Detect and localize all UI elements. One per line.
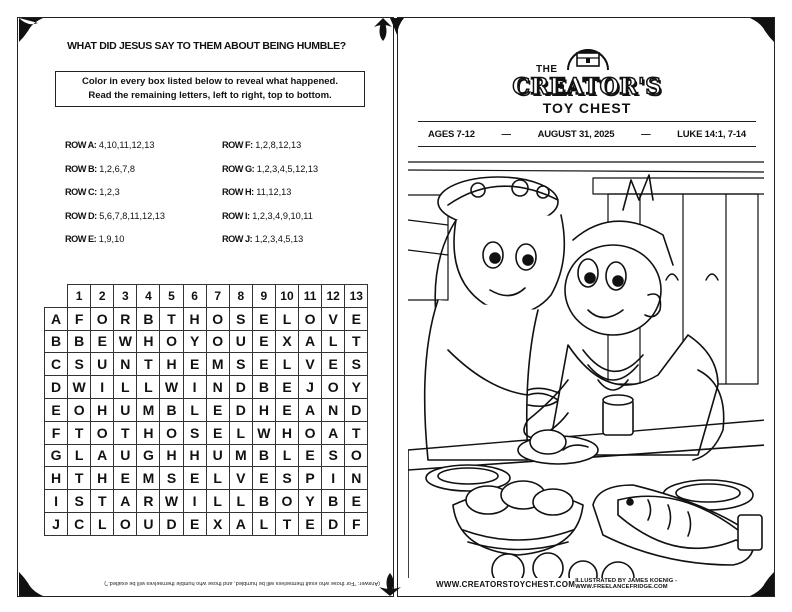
grid-cell[interactable]: T — [137, 353, 160, 376]
ornament-icon — [384, 17, 410, 43]
grid-cell[interactable]: H — [160, 353, 183, 376]
grid-cell[interactable]: W — [160, 490, 183, 513]
grid-cell[interactable]: O — [206, 307, 229, 330]
grid-cell[interactable]: L — [275, 444, 298, 467]
grid-cell[interactable]: U — [91, 353, 114, 376]
row-clue-label: ROW A: — [65, 140, 97, 150]
row-clue-value: 1,9,10 — [98, 234, 125, 244]
row-clue-label: ROW I: — [222, 210, 250, 221]
grid-cell[interactable]: O — [114, 512, 137, 535]
grid-cell[interactable]: E — [91, 330, 114, 353]
grid-cell[interactable]: N — [345, 467, 368, 490]
grid-cell[interactable]: V — [322, 307, 345, 330]
grid-cell[interactable]: F — [68, 307, 91, 330]
coloring-illustration — [407, 149, 765, 579]
grid-column-number: 13 — [345, 285, 368, 308]
grid-column-number: 9 — [252, 285, 275, 308]
grid-row — [45, 467, 368, 490]
grid-cell[interactable]: P — [299, 467, 322, 490]
instructions-line-2: Read the remaining letters, left to right, top to bottom. — [88, 90, 332, 101]
grid-cell[interactable]: S — [68, 490, 91, 513]
grid-cell[interactable]: U — [206, 444, 229, 467]
grid-cell[interactable]: H — [91, 398, 114, 421]
grid-cell[interactable]: B — [68, 330, 91, 353]
grid-cell[interactable]: L — [91, 512, 114, 535]
grid-cell[interactable]: H — [91, 467, 114, 490]
grid-cell[interactable]: U — [137, 512, 160, 535]
puzzle-question: WHAT DID JESUS SAY TO THEM ABOUT BEING HUMBLE? — [67, 40, 346, 52]
row-clue-value: 4,10,11,12,13 — [98, 140, 155, 150]
grid-row-letter: H — [45, 467, 68, 490]
grid-cell[interactable]: L — [183, 398, 206, 421]
grid-cell[interactable]: H — [275, 421, 298, 444]
toy-chest-icon — [566, 44, 610, 70]
grid-cell[interactable]: O — [206, 330, 229, 353]
grid-cell[interactable]: X — [206, 512, 229, 535]
website-link[interactable]: WWW.CREATORSTOYCHEST.COM — [436, 579, 576, 589]
grid-cell[interactable]: B — [322, 490, 345, 513]
upside-down-answer: (Answer: "For those who exalt themselves will be humbled, and those who humble themselves will be exalted.") — [104, 580, 380, 586]
grid-cell[interactable]: S — [229, 307, 252, 330]
row-clue — [65, 164, 135, 174]
row-clue — [222, 140, 301, 150]
grid-row-letter: A — [45, 307, 68, 330]
grid-cell[interactable]: X — [275, 330, 298, 353]
grid-cell[interactable]: S — [183, 421, 206, 444]
row-clue-label: ROW B: — [65, 163, 97, 174]
grid-cell[interactable]: U — [229, 330, 252, 353]
row-clue — [222, 164, 318, 174]
grid-column-number: 7 — [206, 285, 229, 308]
grid-column-number: 3 — [114, 285, 137, 308]
grid-cell[interactable]: O — [299, 307, 322, 330]
row-clue-value: 1,2,3,4,5,13 — [254, 234, 304, 244]
grid-cell[interactable]: E — [299, 512, 322, 535]
grid-column-number: 5 — [160, 285, 183, 308]
separator: — — [641, 128, 651, 140]
logo-creators: CREATOR'S — [512, 74, 662, 100]
row-clue-value: 1,2,8,12,13 — [255, 140, 302, 150]
row-clue-value: 1,2,3,4,9,10,11 — [252, 210, 313, 221]
grid-cell[interactable]: N — [322, 398, 345, 421]
grid-cell[interactable]: O — [299, 421, 322, 444]
grid-cell[interactable]: O — [160, 330, 183, 353]
grid-cell[interactable]: O — [345, 444, 368, 467]
grid-cell[interactable]: T — [91, 490, 114, 513]
grid-cell[interactable]: D — [229, 398, 252, 421]
grid-cell[interactable]: V — [229, 467, 252, 490]
grid-cell[interactable]: L — [275, 307, 298, 330]
instructions-line-1: Color in every box listed below to reveal what happened. — [81, 76, 339, 87]
grid-row — [45, 330, 368, 353]
grid-cell[interactable]: E — [206, 398, 229, 421]
grid-column-number: 12 — [322, 285, 345, 308]
grid-cell[interactable]: J — [299, 376, 322, 399]
grid-cell[interactable]: T — [68, 421, 91, 444]
separator: — — [501, 128, 511, 140]
grid-cell[interactable]: C — [68, 512, 91, 535]
grid-cell[interactable]: E — [183, 353, 206, 376]
grid-cell[interactable]: E — [183, 467, 206, 490]
grid-cell[interactable]: M — [206, 353, 229, 376]
row-clue-value: 5,6,7,8,11,12,13 — [99, 210, 165, 221]
row-clue-label: ROW C: — [65, 187, 97, 197]
grid-cell[interactable]: F — [345, 512, 368, 535]
grid-cell[interactable]: L — [68, 444, 91, 467]
grid-cell[interactable]: D — [160, 512, 183, 535]
grid-cell[interactable]: O — [275, 490, 298, 513]
grid-row — [45, 421, 368, 444]
grid-cell[interactable]: Y — [299, 490, 322, 513]
grid-cell[interactable]: E — [206, 421, 229, 444]
grid-cell[interactable]: E — [275, 376, 298, 399]
grid-cell[interactable]: T — [114, 421, 137, 444]
grid-cell[interactable]: R — [137, 490, 160, 513]
grid-cell[interactable]: E — [252, 330, 275, 353]
left-page — [17, 17, 394, 597]
grid-cell[interactable]: E — [252, 353, 275, 376]
logo-the: THE — [536, 64, 558, 75]
grid-cell[interactable]: A — [322, 421, 345, 444]
grid-row-letter: F — [45, 421, 68, 444]
grid-cell[interactable]: A — [299, 330, 322, 353]
grid-cell[interactable]: U — [114, 444, 137, 467]
grid-cell[interactable]: H — [137, 421, 160, 444]
grid-cell[interactable]: D — [229, 376, 252, 399]
row-clue — [222, 211, 313, 221]
ornament-icon — [749, 17, 775, 43]
grid-cell[interactable]: T — [345, 421, 368, 444]
grid-column-number: 2 — [91, 285, 114, 308]
grid-row — [45, 307, 368, 330]
grid-cell[interactable]: N — [114, 353, 137, 376]
row-clue-label: ROW F: — [222, 140, 253, 150]
grid-cell[interactable]: S — [68, 353, 91, 376]
grid-cell[interactable]: O — [91, 307, 114, 330]
row-clue-label: ROW H: — [222, 187, 254, 197]
grid-cell[interactable]: W — [114, 330, 137, 353]
row-clue-label: ROW J: — [222, 234, 253, 244]
grid-cell[interactable]: L — [229, 421, 252, 444]
grid-column-number: 1 — [68, 285, 91, 308]
grid-cell[interactable]: H — [160, 444, 183, 467]
row-clue-label: ROW D: — [65, 210, 97, 221]
grid-cell[interactable]: H — [252, 398, 275, 421]
ornament-icon — [377, 571, 403, 597]
ornament-icon — [18, 571, 44, 597]
grid-cell[interactable]: L — [206, 467, 229, 490]
grid-row-letter: C — [45, 353, 68, 376]
grid-cell[interactable]: S — [345, 353, 368, 376]
illustrator-credit: ILLUSTRATED BY JAMES KOENIG - WWW.FREELANCEFRIDGE.COM — [575, 578, 678, 590]
grid-column-number: 10 — [275, 285, 298, 308]
grid-cell[interactable]: E — [299, 444, 322, 467]
grid-column-number: 6 — [183, 285, 206, 308]
grid-cell[interactable]: E — [183, 512, 206, 535]
instructions-box — [55, 71, 365, 107]
ornament-icon — [18, 17, 44, 43]
grid-cell[interactable]: L — [114, 376, 137, 399]
grid-cell[interactable]: G — [137, 444, 160, 467]
grid-cell[interactable]: T — [275, 512, 298, 535]
letter-grid — [44, 284, 368, 536]
grid-cell[interactable]: O — [160, 421, 183, 444]
grid-cell[interactable]: U — [114, 398, 137, 421]
grid-cell[interactable]: B — [137, 307, 160, 330]
grid-cell[interactable]: L — [252, 512, 275, 535]
row-clue — [65, 187, 120, 197]
grid-cell[interactable]: A — [299, 398, 322, 421]
grid-cell[interactable]: H — [183, 444, 206, 467]
grid-cell[interactable]: W — [68, 376, 91, 399]
grid-cell[interactable]: M — [137, 398, 160, 421]
info-bar — [418, 121, 756, 147]
grid-header-row — [45, 285, 368, 308]
grid-cell[interactable]: E — [322, 353, 345, 376]
row-clue-value: 11,12,13 — [256, 187, 292, 197]
grid-row-letter: B — [45, 330, 68, 353]
grid-cell[interactable]: L — [229, 490, 252, 513]
grid-cell[interactable]: T — [345, 330, 368, 353]
grid-cell[interactable]: D — [322, 512, 345, 535]
grid-cell[interactable]: B — [160, 398, 183, 421]
grid-column-number: 8 — [229, 285, 252, 308]
grid-cell[interactable]: M — [137, 467, 160, 490]
grid-cell[interactable]: S — [275, 467, 298, 490]
grid-column-number: 4 — [137, 285, 160, 308]
grid-row — [45, 353, 368, 376]
grid-cell[interactable]: V — [299, 353, 322, 376]
grid-cell[interactable]: B — [252, 490, 275, 513]
grid-row-letter: D — [45, 376, 68, 399]
row-clue — [222, 234, 303, 244]
grid-cell[interactable]: B — [252, 376, 275, 399]
grid-row — [45, 490, 368, 513]
logo-toy-chest: TOY CHEST — [542, 100, 632, 116]
row-clue-value: 1,2,3,4,5,12,13 — [256, 163, 319, 174]
row-clue-label: ROW E: — [65, 234, 97, 244]
grid-cell[interactable]: S — [229, 353, 252, 376]
grid-cell[interactable]: H — [137, 330, 160, 353]
row-clue — [65, 234, 124, 244]
grid-cell[interactable]: E — [252, 467, 275, 490]
grid-cell[interactable]: A — [114, 490, 137, 513]
grid-cell[interactable]: E — [114, 467, 137, 490]
grid-cell[interactable]: H — [183, 307, 206, 330]
ornament-icon — [749, 571, 775, 597]
grid-cell[interactable]: O — [322, 376, 345, 399]
grid-cell[interactable]: I — [91, 376, 114, 399]
bread-basket — [453, 481, 583, 555]
grid-cell[interactable]: R — [114, 307, 137, 330]
row-clue-value: 1,2,6,7,8 — [99, 163, 136, 174]
grid-cell[interactable]: E — [345, 490, 368, 513]
grid-cell[interactable]: S — [160, 467, 183, 490]
grid-cell[interactable]: W — [252, 421, 275, 444]
grid-row — [45, 398, 368, 421]
row-clue — [222, 187, 291, 197]
grid-row-letter: E — [45, 398, 68, 421]
grid-cell[interactable]: E — [252, 307, 275, 330]
row-clue — [65, 140, 154, 150]
grid-cell[interactable]: T — [160, 307, 183, 330]
grid-cell[interactable]: B — [252, 444, 275, 467]
grid-cell[interactable]: L — [275, 353, 298, 376]
grid-cell[interactable]: T — [68, 467, 91, 490]
grid-cell[interactable]: L — [206, 490, 229, 513]
grid-cell[interactable]: O — [91, 421, 114, 444]
scripture-reference: LUKE 14:1, 7-14 — [677, 128, 746, 140]
grid-cell[interactable]: D — [345, 398, 368, 421]
grid-column-number: 11 — [299, 285, 322, 308]
grid-cell[interactable]: L — [322, 330, 345, 353]
grid-row — [45, 444, 368, 467]
grid-cell[interactable]: O — [68, 398, 91, 421]
grid-cell[interactable]: I — [322, 467, 345, 490]
lesson-date: AUGUST 31, 2025 — [537, 128, 615, 140]
grid-cell[interactable]: L — [137, 376, 160, 399]
right-page — [397, 17, 775, 597]
woman-figure — [425, 177, 565, 460]
grid-cell[interactable]: E — [275, 398, 298, 421]
grid-corner — [45, 285, 68, 308]
age-range: AGES 7-12 — [428, 128, 475, 140]
grid-cell[interactable]: E — [345, 307, 368, 330]
grid-cell[interactable]: Y — [345, 376, 368, 399]
grid-cell[interactable]: A — [91, 444, 114, 467]
cup — [603, 395, 633, 435]
row-clue — [65, 211, 165, 221]
grid-row-letter: J — [45, 512, 68, 535]
footer — [436, 578, 756, 590]
grid-cell[interactable]: W — [160, 376, 183, 399]
grid-cell[interactable]: M — [229, 444, 252, 467]
grid-cell[interactable]: I — [183, 490, 206, 513]
grid-cell[interactable]: A — [229, 512, 252, 535]
row-clue-label: ROW G: — [222, 163, 255, 174]
grid-row-letter: G — [45, 444, 68, 467]
grid-cell[interactable]: S — [322, 444, 345, 467]
grid-row — [45, 376, 368, 399]
grid-cell[interactable]: Y — [183, 330, 206, 353]
grid-cell[interactable]: N — [206, 376, 229, 399]
row-clue-value: 1,2,3 — [99, 187, 120, 197]
grid-cell[interactable]: I — [183, 376, 206, 399]
grid-row-letter: I — [45, 490, 68, 513]
grid-row — [45, 512, 368, 535]
